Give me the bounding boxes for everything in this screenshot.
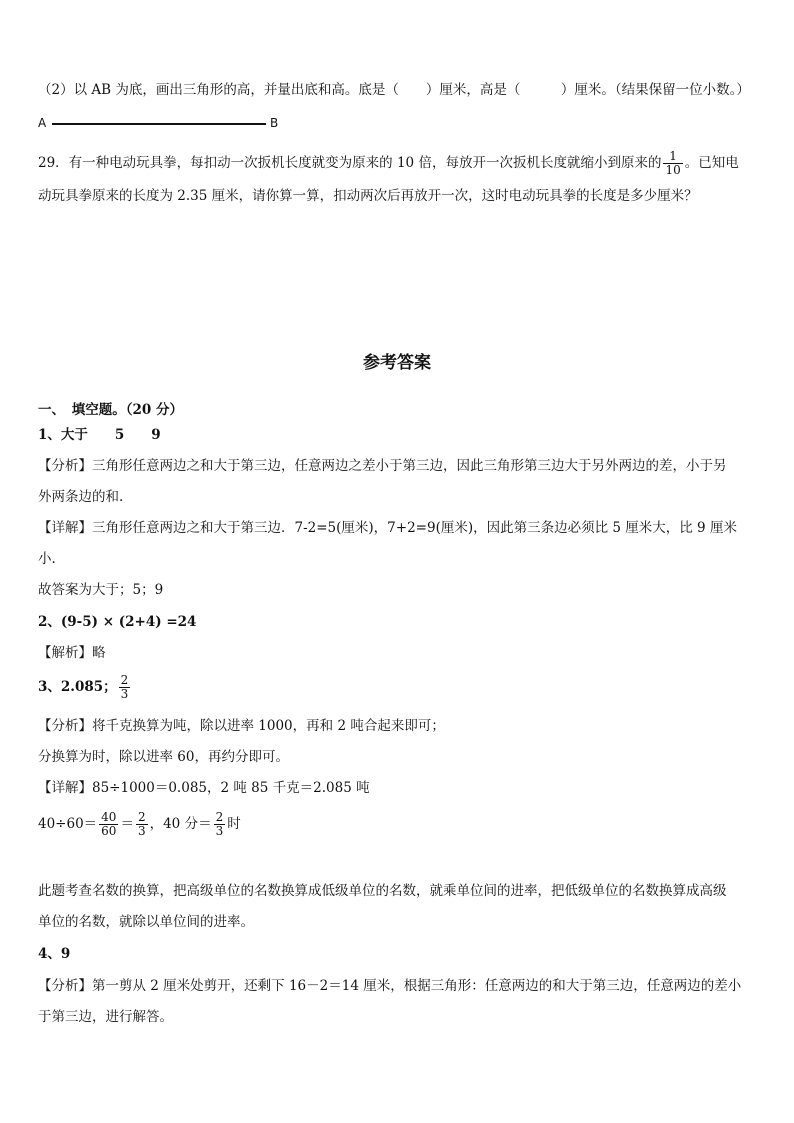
answer-3-note-2: 单位的名数，就除以单位间的进率。 [38, 914, 254, 930]
answer-1-detail-1: 【详解】三角形任意两边之和大于第三边．7-2=5(厘米)，7+2=9(厘米)，因此第三条边必须比 5 厘米大，比 9 厘米 [38, 520, 737, 536]
eq-fraction-1-den: 60 [101, 824, 117, 838]
answer-2: 2、(9-5) × (2+4) =24 [38, 614, 197, 630]
segment-line [52, 123, 266, 125]
eq-text-post: 时 [227, 816, 241, 832]
segment-label-b: B [270, 116, 279, 130]
answer-1-conclusion: 故答案为大于；5；9 [38, 582, 164, 598]
q29-fraction-num: 1 [663, 150, 682, 164]
answer-1-analysis-1: 【分析】三角形任意两边之和大于第三边，任意两边之差小于第三边，因此三角形第三边大于另外两边的差，小于另 [38, 458, 727, 474]
answer-3-fraction-num: 2 [120, 673, 129, 687]
eq-fraction-3 [214, 811, 226, 838]
answer-1-analysis-2: 外两条边的和. [38, 489, 124, 505]
question-29-line2: 动玩具拳原来的长度为 2.35 厘米，请你算一算，扣动两次后再放开一次，这时电动玩具拳的长度是多少厘米？ [38, 188, 698, 204]
answer-3 [38, 672, 132, 702]
eq-fraction-3-num: 2 [215, 810, 224, 824]
answer-3-fraction-den: 3 [120, 687, 129, 701]
answer-1-detail-2: 小. [38, 551, 56, 567]
answer-4: 4、9 [38, 946, 71, 962]
q29-text-post: 。已知电 [684, 155, 739, 171]
answer-3-fraction [119, 674, 131, 701]
q29-fraction [663, 150, 682, 177]
eq-fraction-2 [136, 811, 148, 838]
answer-2-analysis: 【解析】略 [38, 645, 106, 661]
answer-3-detail: 【详解】85÷1000＝0.085，2 吨 85 千克＝2.085 吨 [38, 780, 370, 796]
answer-3-analysis-2: 分换算为时，除以进率 60，再约分即可。 [38, 749, 289, 765]
answer-3-note-1: 此题考查名数的换算，把高级单位的名数换算成低级单位的名数，就乘单位间的进率，把低级单位的名数换算成高级 [38, 883, 727, 899]
answer-4-analysis-2: 于第三边，进行解答。 [38, 1009, 173, 1025]
answer-3-analysis-1: 【分析】将千克换算为吨，除以进率 1000，再和 2 吨合起来即可； [38, 718, 445, 734]
eq-text-pre: 40÷60＝ [38, 816, 98, 832]
answer-3-equation [38, 808, 241, 840]
eq-fraction-1-num: 40 [101, 810, 117, 824]
question-29-line1 [38, 148, 739, 178]
eq-fraction-1 [99, 811, 118, 838]
answers-heading: 参考答案 [363, 353, 431, 373]
section-1-title: 一、 填空题。（20 分） [38, 402, 183, 418]
eq-fraction-3-den: 3 [215, 824, 224, 838]
eq-text-mid: ＝ [120, 816, 134, 832]
segment-ab [38, 116, 288, 134]
eq-fraction-2-den: 3 [137, 824, 146, 838]
question-28-part2: （2）以 AB 为底，画出三角形的高，并量出底和高。底是（ ）厘米，高是（ ）厘米。（结果保留一位小数。） [38, 82, 750, 98]
answer-3-text: 3、2.085； [38, 679, 117, 695]
answer-4-analysis-1: 【分析】第一剪从 2 厘米处剪开，还剩下 16－2＝14 厘米，根据三角形：任意两边的和大于第三边，任意两边的差小 [38, 978, 742, 994]
q29-fraction-den: 10 [665, 163, 681, 177]
eq-fraction-2-num: 2 [137, 810, 146, 824]
answer-1: 1、大于 5 9 [38, 427, 161, 443]
segment-label-a: A [38, 116, 47, 130]
eq-text-mid2: ，40 分＝ [149, 816, 212, 832]
q29-text-pre: 29．有一种电动玩具拳，每扣动一次扳机长度就变为原来的 10 倍，每放开一次扳机长度就缩小到原来的 [38, 155, 662, 171]
